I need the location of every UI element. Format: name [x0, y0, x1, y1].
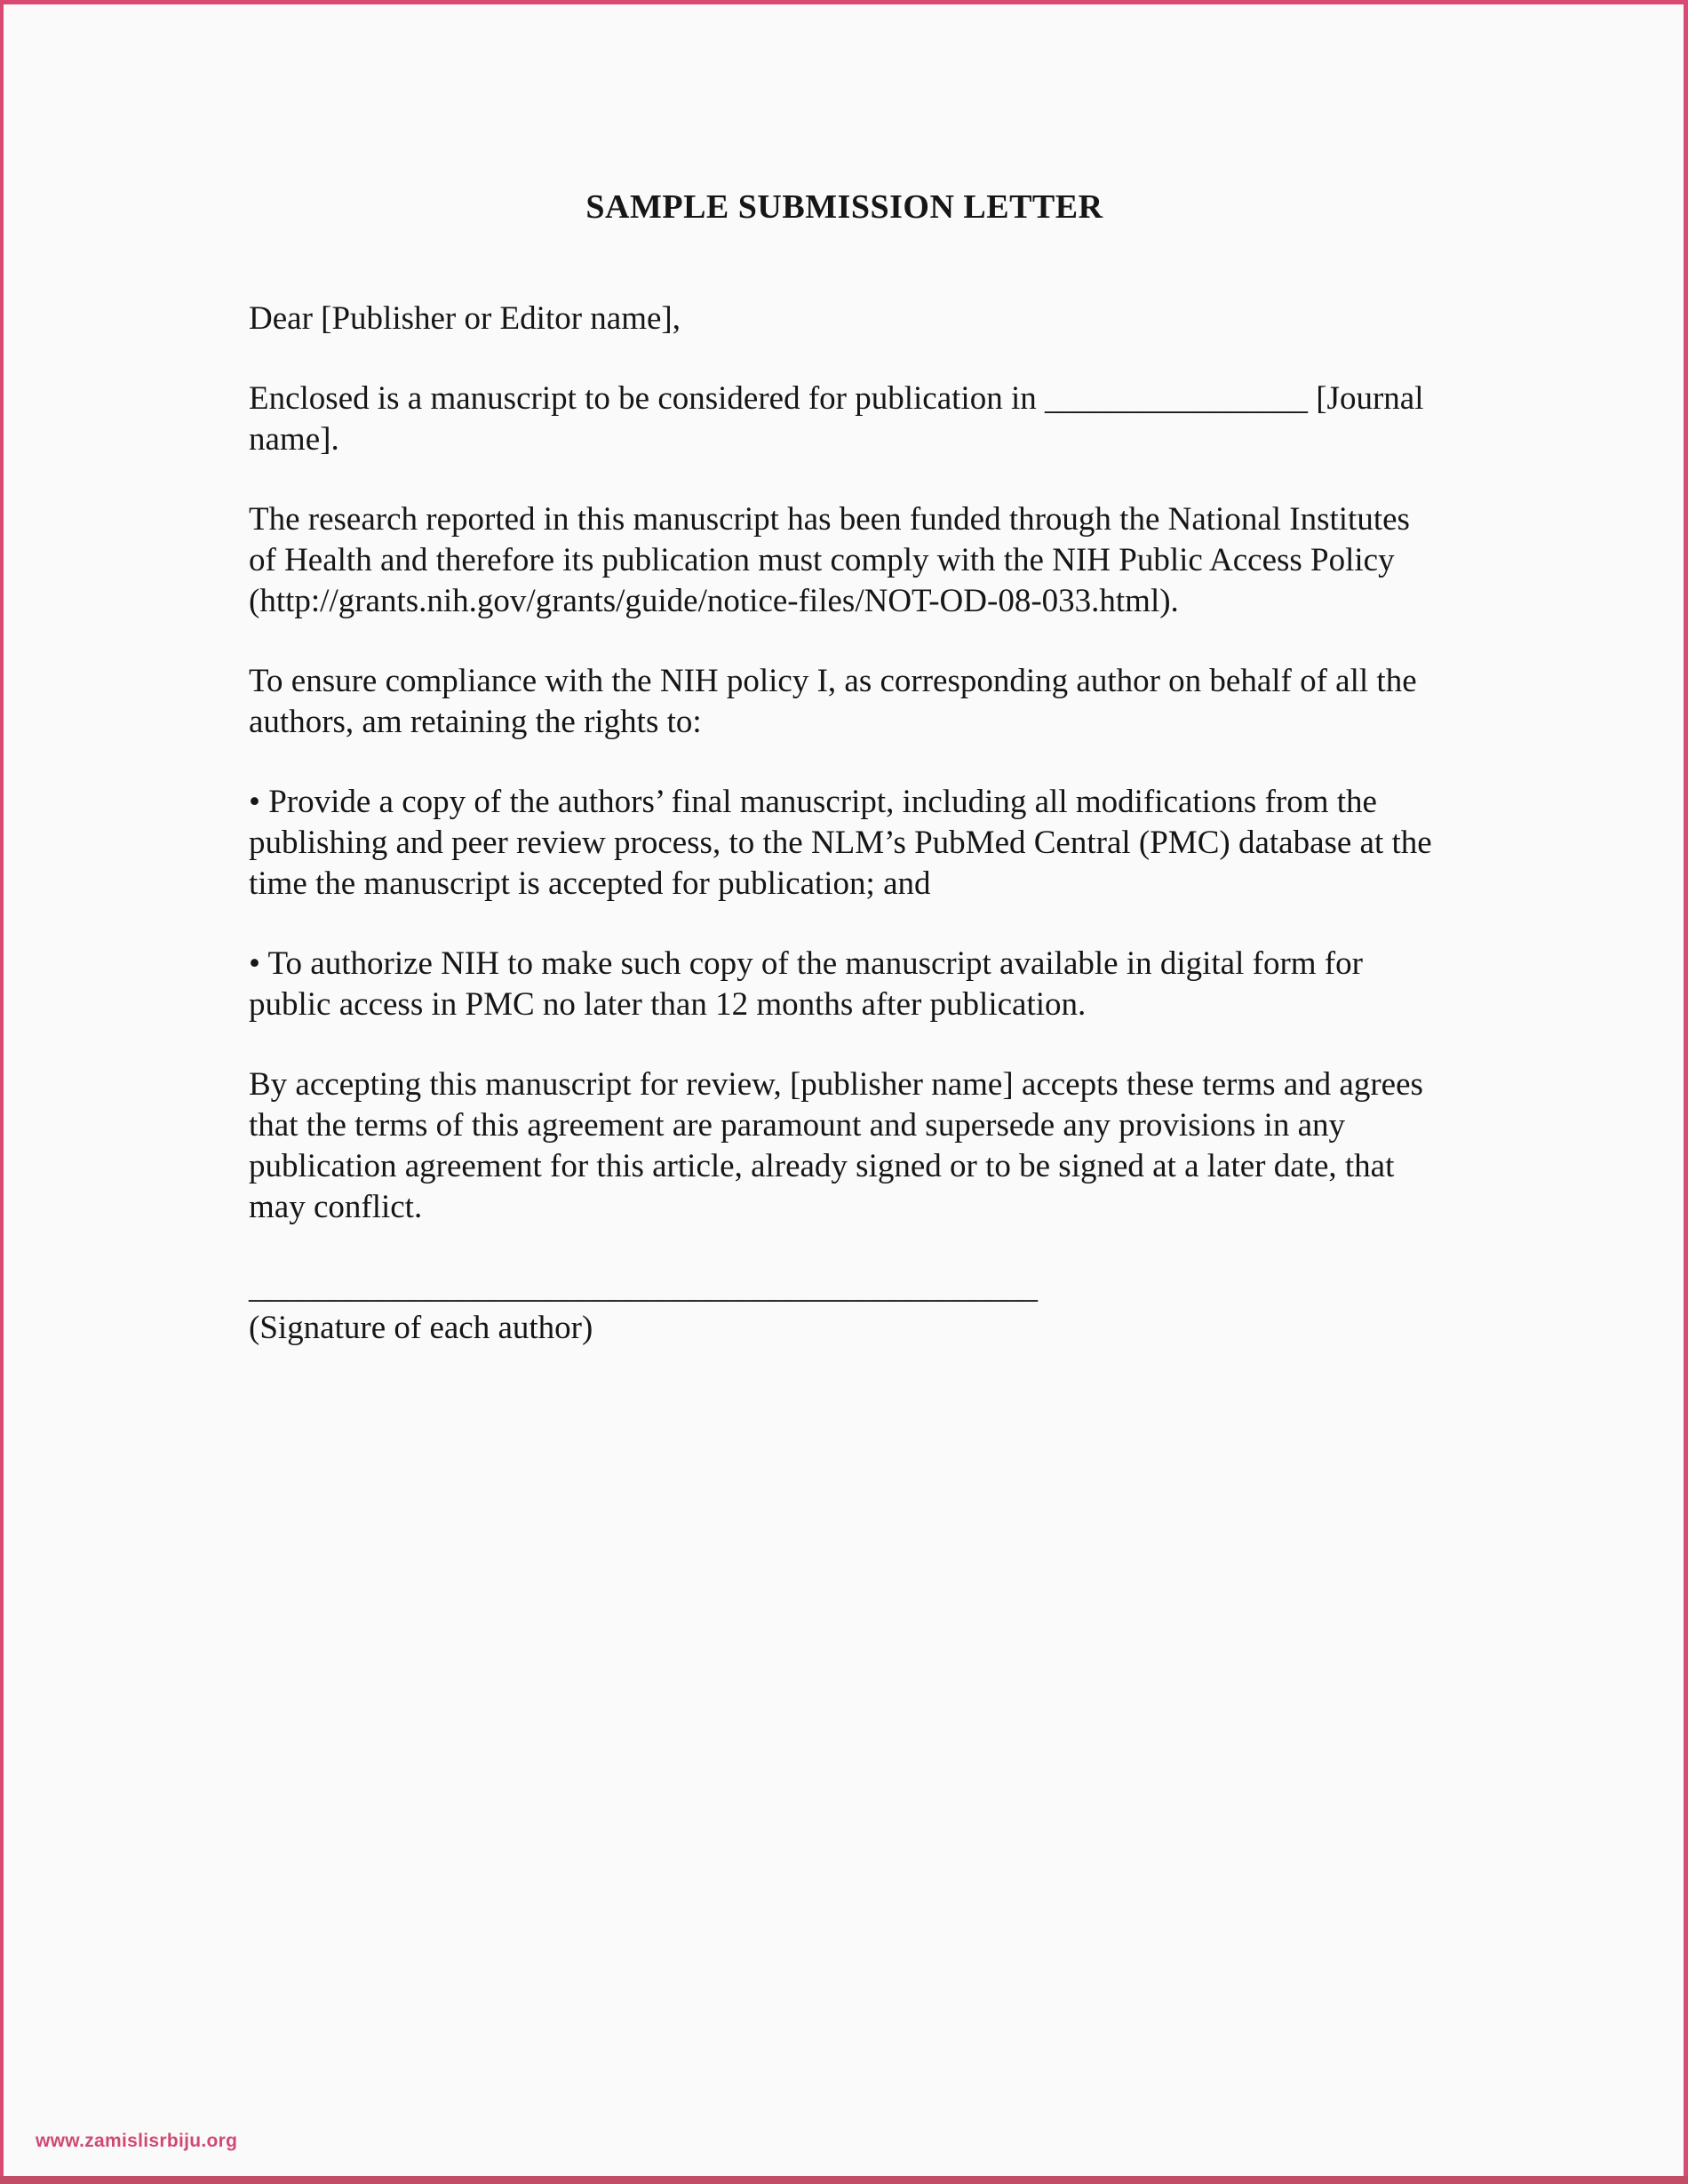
letter-title: SAMPLE SUBMISSION LETTER: [585, 188, 1103, 226]
paragraph-acceptance-terms: By accepting this manuscript for review, [publisher name] accepts these terms and agrees that the terms of this agreement are paramount and supersede any provisions in any publication agreement for this article, already signed or to be signed at a later date, that may conflict.: [249, 1066, 1423, 1225]
paragraph-nih-funding: The research reported in this manuscript has been funded through the National Institutes of Health and therefore its publication must comply with the NIH Public Access Policy (http://grants.nih.gov/grants/guide/notice-files/NOT-OD-08-033.html).: [249, 501, 1410, 619]
salutation: Dear [Publisher or Editor name],: [249, 300, 681, 337]
bullet-authorize-nih: • To authorize NIH to make such copy of the manuscript available in digital form for public access in PMC no later than 12 months after publication.: [249, 945, 1363, 1023]
paragraph-enclosed-manuscript: Enclosed is a manuscript to be considered for publication in ________________ [Journal name].: [249, 380, 1424, 458]
paragraph-compliance-intro: To ensure compliance with the NIH policy I, as corresponding author on behalf of all the authors, am retaining the rights to:: [249, 663, 1417, 740]
watermark-url: www.zamislisrbiju.org: [36, 2131, 238, 2151]
signature-block: [249, 1267, 1440, 1349]
bottom-accent-bar: [0, 2176, 1688, 2184]
bullet-provide-copy: • Provide a copy of the authors’ final manuscript, including all modifications from the publishing and peer review process, to the NLM’s PubMed Central (PMC) database at the time the manuscript is accepted for publication; and: [249, 784, 1432, 902]
signature-caption: (Signature of each author): [249, 1310, 593, 1346]
signature-line: ________________________________________________: [249, 1269, 1038, 1305]
